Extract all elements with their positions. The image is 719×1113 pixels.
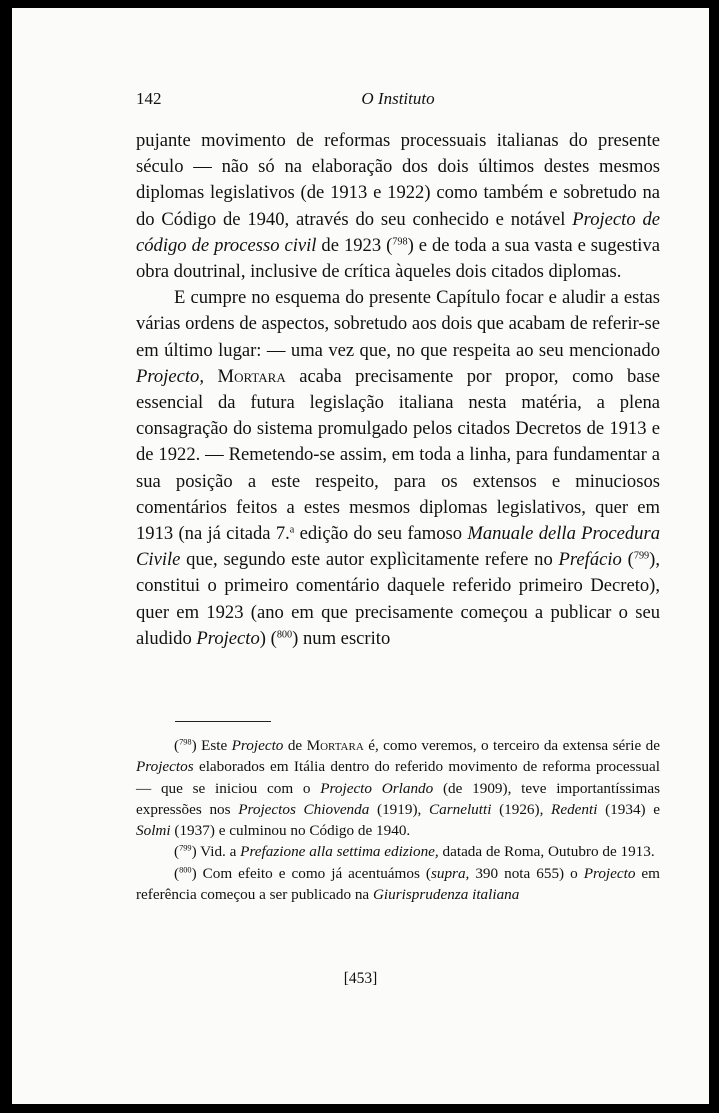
italic-title: Giurisprudenza italiana [372, 886, 520, 904]
text-run: elaborados em Itália dentro do referido movimento de reforma processual — que se iniciou com o [136, 758, 660, 797]
text-run: (de 1909), teve importantíssimas expressões nos [136, 779, 660, 818]
note-ref-800: 800 [276, 629, 293, 641]
italic-title: Projecto de código de processo civil [136, 208, 660, 256]
text-run: 390 nota 655) o [469, 864, 584, 882]
text-run: ) ( [259, 627, 277, 649]
text-run: Com efeito e como já acentuámos ( [196, 864, 431, 882]
italic-title: Projectos Chiovenda [238, 800, 370, 818]
footnote-mark: 799 [179, 844, 192, 854]
footnotes [136, 735, 660, 905]
text-run: ), constitui o primeiro comentário daquele referido primeiro Decreto), quer em 1923 (ano em que precisamente começou a publicar o seu aludido [136, 549, 660, 649]
text-run: (1926), [491, 800, 552, 818]
footnote-mark: 800 [179, 865, 192, 875]
italic-title: Projecto [196, 627, 260, 649]
author-name: Mortara [217, 365, 286, 387]
text-run: Vid. a [196, 843, 241, 861]
italic-title: Projectos [136, 758, 194, 776]
running-title: O Instituto [361, 89, 435, 108]
body-paragraph [136, 128, 660, 285]
italic-title: Prefácio [558, 549, 622, 571]
ordinal-mark: a [289, 524, 295, 536]
text-run: de 1923 ( [316, 234, 393, 256]
footnote-799: ($^{799}$) Vid. a Prefazione alla settima edizione, datada de Roma, Outubro de 1913. [174, 843, 655, 861]
italic-title: Manuale della Procedura Civile [136, 523, 660, 571]
italic-title: Projecto [231, 737, 284, 754]
footnote-800: ($^{800}$) Com efeito e como já acentuámos (supra, 390 nota 655) o Projecto em referência começou a ser publicado na Giurisprudenza italiana [136, 864, 660, 904]
italic-title: supra, [430, 864, 470, 882]
note-ref-798: 798 [392, 236, 408, 248]
italic-title: Projecto Orlando [320, 779, 434, 797]
text-run: que, segundo este autor explìcitamente refere no [180, 549, 559, 571]
text-run: (1937) e culminou no Código de 1940. [170, 822, 411, 840]
note-ref-799: 799 [633, 550, 650, 562]
italic-title: Prefazione alla settima edizione, [240, 843, 439, 861]
text-run: ) e de toda a sua vasta e sugestiva obra doutrinal, inclusive de crítica àqueles dois citados diplomas. [136, 234, 660, 283]
folio: [453] [343, 970, 378, 987]
italic-title: Projecto [583, 864, 636, 882]
page-number: 142 [136, 89, 162, 108]
text-run: acaba precisamente por propor, como base essencial da futura legislação italiana nesta matéria, a plena consagração do sistema promulgado pelos citados Decretos de 1913 e de 1922. — Remetendo-se assim, em toda a linha, para fundamentar a sua posição a este respeito, para os extensos e minuciosos comentários feitos a estes mesmos diplomas legislativos, quer em 1913 (na já citada 7. [136, 365, 661, 545]
author-name: Mortara [306, 737, 364, 754]
footnote-rule [175, 721, 271, 722]
text-run: é, como veremos, o terceiro da extensa série de [363, 737, 661, 754]
book-page [12, 8, 709, 1104]
text-run: de [283, 737, 307, 754]
text-run: em referência começou a ser publicado na [136, 864, 660, 904]
text-run: pujante movimento de reformas processuais italianas do presente século — não só na elaboração dos dois últimos destes mesmos diplomas legislativos (de 1913 e 1922) como também e sobretudo na do Código de 1940, através do seu conhecido e notável [136, 130, 660, 230]
body-paragraph [136, 285, 660, 652]
italic-title: Solmi [136, 822, 171, 840]
text-run: ( [621, 549, 634, 571]
text-run: datada de Roma, Outubro de 1913. [438, 843, 655, 861]
body-text [136, 128, 660, 652]
footnote-mark: 798 [179, 737, 192, 747]
text-run: Este [196, 737, 232, 754]
italic-title: Redenti [551, 800, 598, 818]
text-run: ) num escrito [292, 627, 391, 649]
text-run: edição do seu famoso [294, 523, 468, 545]
text-run: (1934) e [597, 800, 660, 818]
text-run: (1919), [369, 800, 429, 818]
italic-title: Projecto, [136, 365, 204, 387]
footnote-798: ($^{798}$) Este Projecto de Mortara é, como veremos, o terceiro da extensa série de Projectos elaborados em Itália dentro do referido movimento de reforma processual — que se iniciou com o Projecto Orlando (de 1909), teve importantíssimas expressões nos Projectos Chiovenda (1919), Carnelutti (1926), Redenti (1934) e Solmi (1937) e culminou no Código de 1940. [136, 737, 661, 840]
text-run: E cumpre no esquema do presente Capítulo focar e aludir a estas várias ordens de aspectos, sobretudo aos dois que acabam de referir-se em último lugar: — uma vez que, no que respeita ao seu mencionado [136, 287, 660, 361]
italic-title: Carnelutti [428, 800, 492, 818]
